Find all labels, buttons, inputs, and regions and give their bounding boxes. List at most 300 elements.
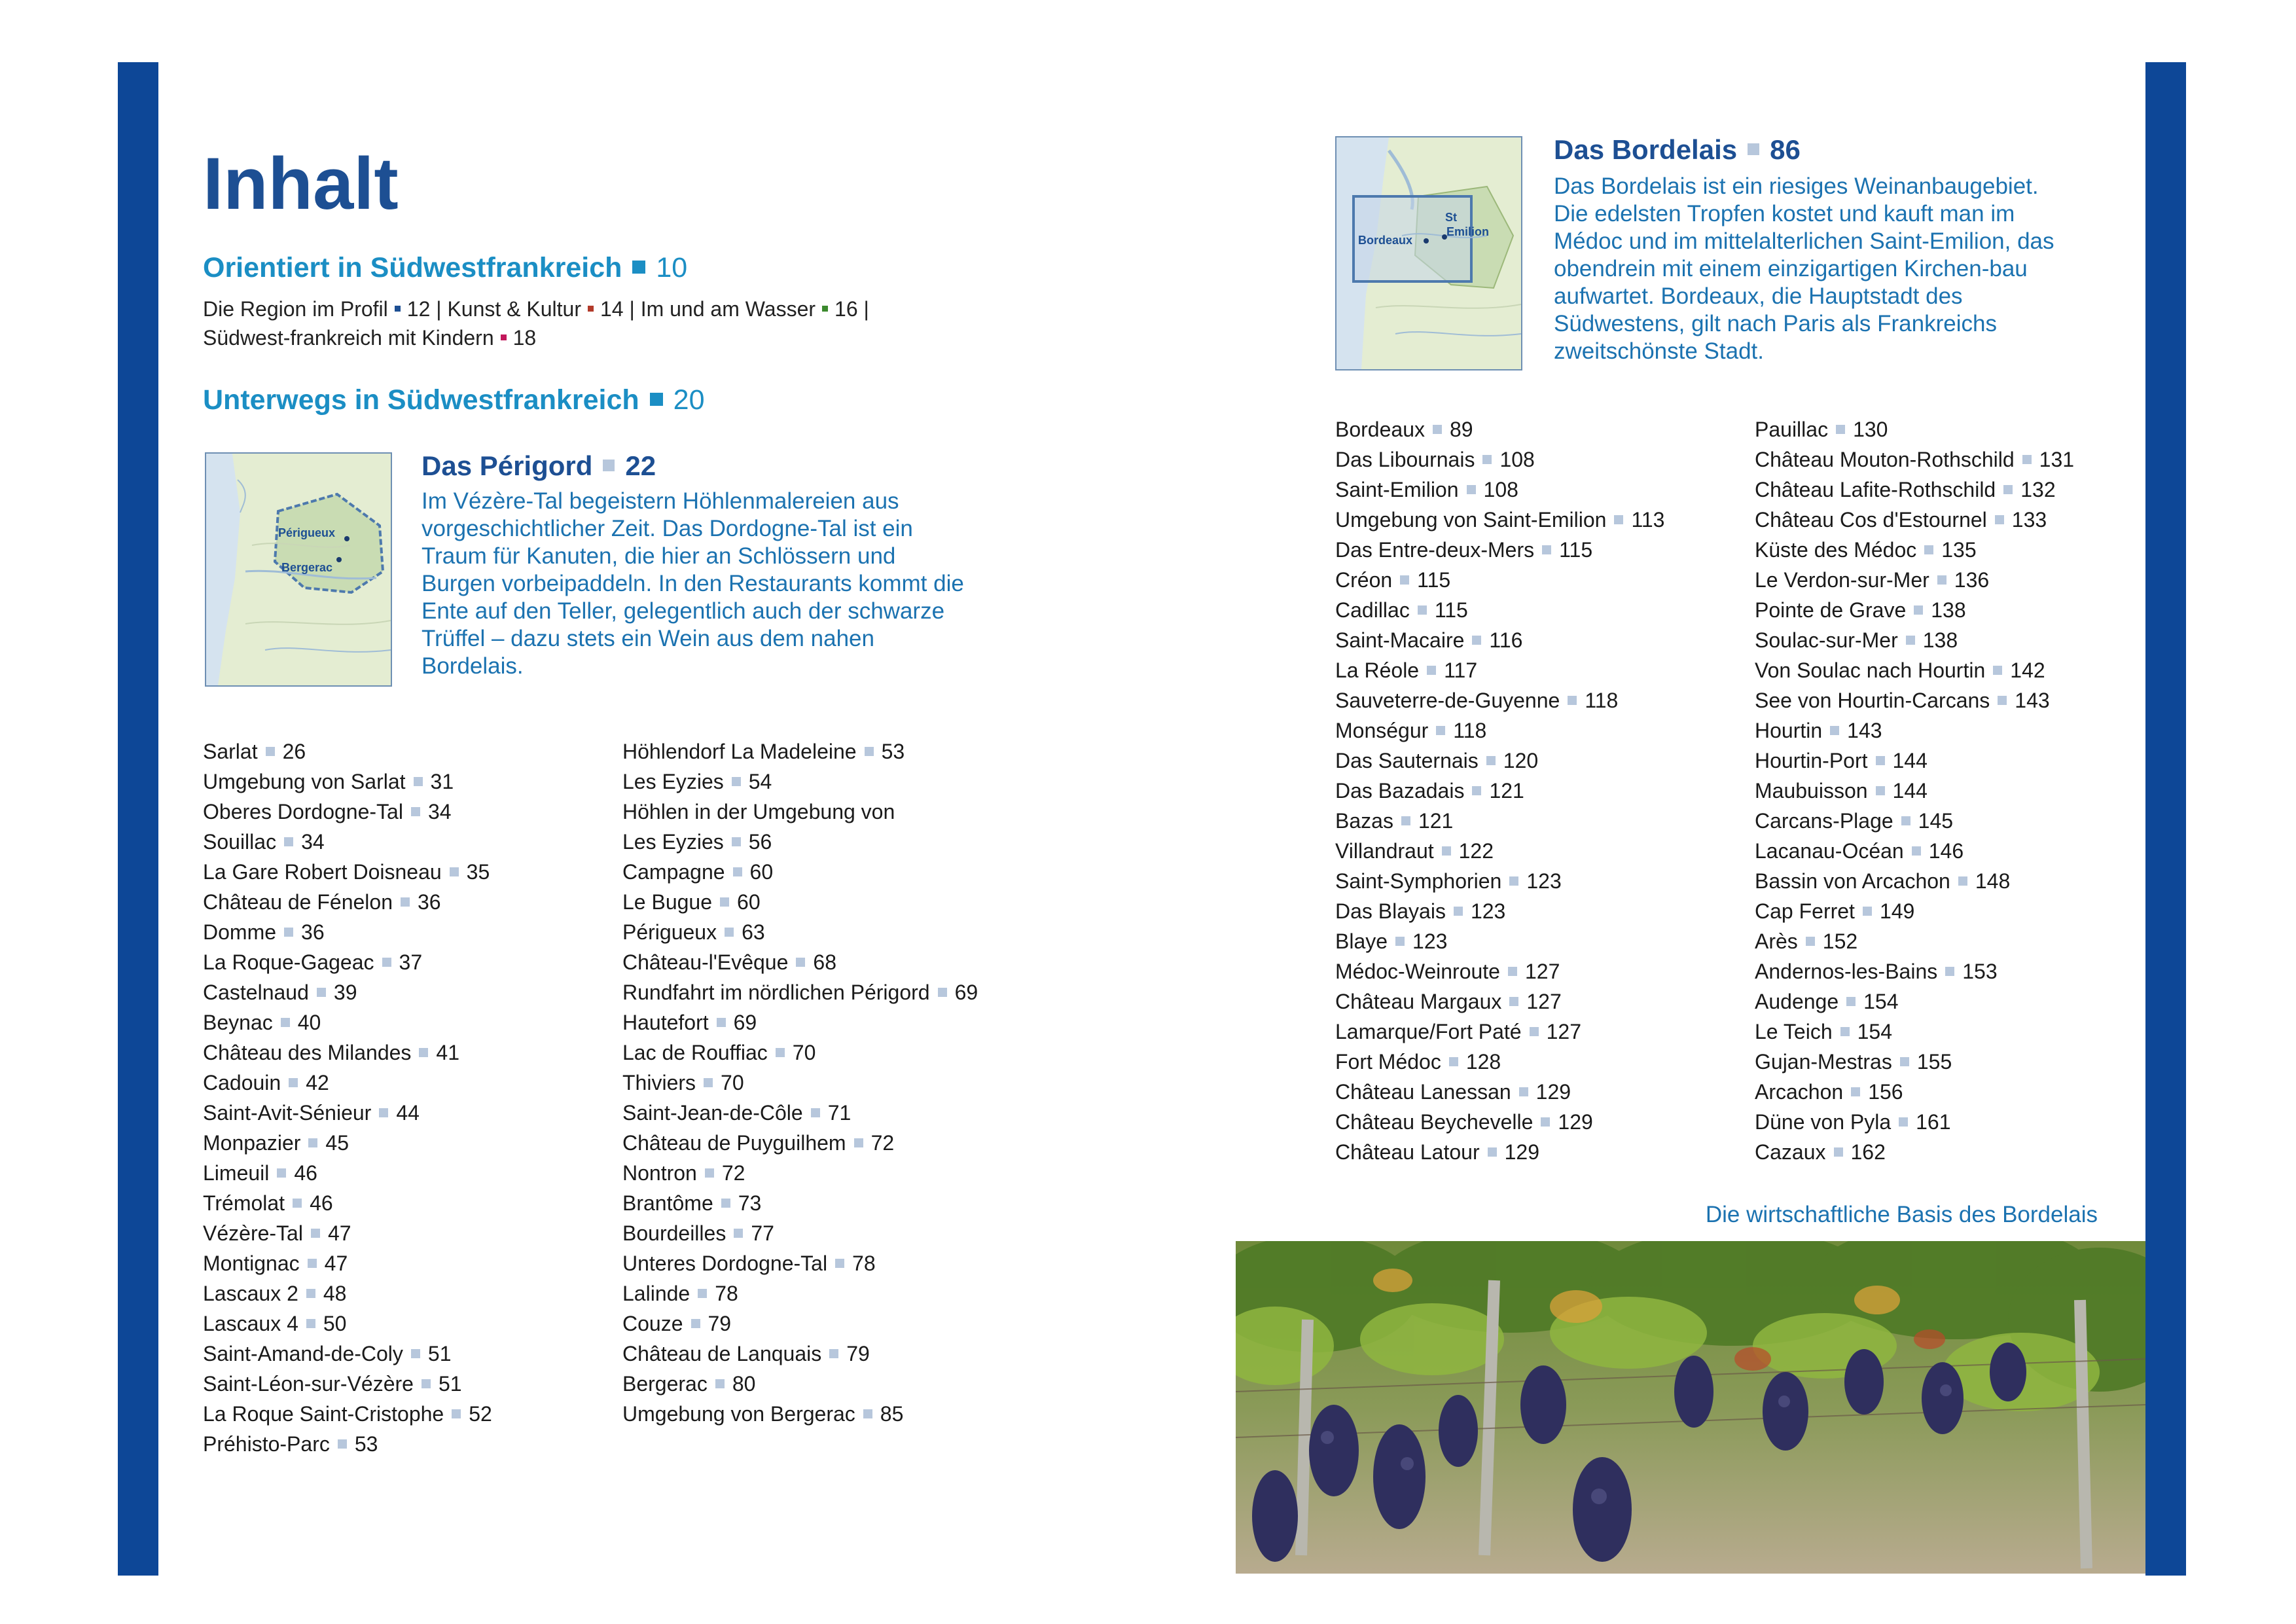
index-entry[interactable] — [622, 1158, 978, 1188]
index-entry[interactable] — [203, 947, 492, 977]
index-entry[interactable] — [1755, 505, 2074, 535]
entry-page: 52 — [469, 1402, 492, 1426]
entry-name: Hautefort — [622, 1011, 709, 1034]
bullet-square-icon — [1748, 143, 1759, 155]
bullet-square-icon — [1454, 907, 1463, 916]
index-entry[interactable] — [1755, 1047, 2074, 1077]
entry-name: Blaye — [1335, 929, 1388, 953]
subsection-page: 16 | — [834, 297, 869, 321]
entry-page: 78 — [852, 1252, 876, 1275]
index-entry[interactable] — [622, 857, 978, 887]
entry-name: Küste des Médoc — [1755, 538, 1917, 562]
bullet-square-icon — [863, 1409, 872, 1418]
region-description-bordelais: Das Bordelais ist ein riesiges Weinanbaugebiet. Die edelsten Tropfen kostet und kauft man im Médoc und im mittelalterlichen Saint-Emilion, das obendrein mit einem einzigartigen Kirchen-bau aufwartet. Bordeaux, die Hauptstadt des Südwestens, gilt nach Paris als Frankreichs zweitschönste Stadt. — [1554, 173, 2054, 364]
entry-page: 80 — [732, 1372, 756, 1396]
entry-page: 145 — [1918, 809, 1954, 833]
entry-page: 130 — [1853, 418, 1888, 441]
index-entry[interactable] — [1335, 444, 1664, 475]
entry-page: 142 — [2010, 659, 2045, 682]
entry-name: Château Margaux — [1335, 990, 1502, 1013]
entry-name: Audenge — [1755, 990, 1839, 1013]
entry-page: 35 — [466, 860, 490, 884]
entry-page: 85 — [880, 1402, 904, 1426]
entry-name: Médoc-Weinroute — [1335, 960, 1500, 983]
entry-page: 129 — [1504, 1140, 1539, 1164]
subsection-link[interactable]: Kunst & Kultur — [447, 297, 581, 321]
entry-name: Unteres Dordogne-Tal — [622, 1252, 828, 1275]
region-name: Das Bordelais — [1554, 134, 1738, 165]
bullet-square-icon — [411, 1349, 420, 1358]
entry-page: 77 — [751, 1221, 774, 1245]
bullet-square-icon — [1395, 937, 1405, 946]
index-entry[interactable] — [1335, 1047, 1664, 1077]
index-entry[interactable] — [203, 1308, 492, 1339]
entry-name: Von Soulac nach Hourtin — [1755, 659, 1986, 682]
index-entry[interactable] — [203, 1007, 492, 1038]
bullet-square-icon — [835, 1259, 844, 1268]
bullet-square-icon — [1508, 967, 1517, 976]
entry-name: Cadouin — [203, 1071, 281, 1094]
entry-page: 115 — [1559, 538, 1593, 562]
index-entry[interactable] — [622, 1128, 978, 1158]
map-label-perigueux: Périgueux — [278, 526, 336, 539]
bullet-square-icon — [1418, 605, 1427, 615]
index-entry[interactable] — [1755, 625, 2074, 655]
index-entry[interactable] — [203, 1158, 492, 1188]
bullet-square-icon — [1876, 786, 1885, 795]
index-entry[interactable] — [622, 1068, 978, 1098]
entry-name: Couze — [622, 1312, 683, 1335]
index-entry[interactable] — [1335, 565, 1664, 595]
entry-page: 156 — [1868, 1080, 1903, 1104]
entry-page: 46 — [294, 1161, 317, 1185]
subsection-link[interactable]: Im und am Wasser — [640, 297, 816, 321]
bullet-square-icon — [1401, 816, 1410, 825]
index-entry[interactable] — [203, 1369, 492, 1399]
index-entry[interactable] — [622, 1038, 978, 1068]
subsection-link[interactable]: Südwest-frankreich mit Kindern — [203, 326, 494, 350]
right-page-edge-bar — [2145, 62, 2186, 1576]
entry-name: Sauveterre-de-Guyenne — [1335, 689, 1560, 712]
bullet-square-icon — [1840, 1027, 1850, 1036]
index-entry[interactable] — [203, 1339, 492, 1369]
index-entry[interactable] — [1755, 414, 2074, 444]
bullet-square-icon — [284, 928, 293, 937]
index-entry[interactable] — [1755, 655, 2074, 685]
entry-name: Saint-Avit-Sénieur — [203, 1101, 372, 1125]
entry-name: Pointe de Grave — [1755, 598, 1907, 622]
entry-name: Das Blayais — [1335, 899, 1446, 923]
index-entry[interactable] — [1755, 926, 2074, 956]
vineyard-illustration — [1236, 1241, 2145, 1574]
entry-name: Umgebung von Sarlat — [203, 770, 406, 793]
index-entry[interactable] — [1755, 836, 2074, 866]
index-entry[interactable] — [203, 1399, 492, 1429]
index-entry[interactable] — [1755, 1137, 2074, 1167]
bullet-square-icon — [829, 1349, 838, 1358]
region-page: 22 — [625, 450, 656, 481]
vineyard-photo — [1236, 1241, 2145, 1574]
index-entry[interactable] — [1335, 746, 1664, 776]
bullet-square-icon — [732, 777, 741, 786]
index-entry[interactable] — [1755, 1107, 2074, 1137]
entry-page: 63 — [742, 920, 765, 944]
index-entry[interactable] — [1335, 1137, 1664, 1167]
photo-caption: Die wirtschaftliche Basis des Bordelais — [1705, 1202, 2098, 1227]
index-entry[interactable] — [203, 857, 492, 887]
entry-page: 60 — [737, 890, 761, 914]
index-entry[interactable] — [203, 1068, 492, 1098]
entry-page: 72 — [721, 1161, 745, 1185]
entry-name: Bassin von Arcachon — [1755, 869, 1950, 893]
index-entry[interactable] — [203, 1218, 492, 1248]
bullet-square-icon — [1530, 1027, 1539, 1036]
bullet-square-icon — [1876, 756, 1885, 765]
index-entry[interactable] — [622, 947, 978, 977]
entry-page: 118 — [1453, 719, 1487, 742]
entry-name: Saint-Amand-de-Coly — [203, 1342, 403, 1365]
entry-page: 36 — [301, 920, 325, 944]
entry-page: 132 — [2020, 478, 2056, 501]
index-entry[interactable] — [1335, 896, 1664, 926]
index-entry[interactable] — [622, 977, 978, 1007]
bullet-square-icon — [1482, 455, 1492, 464]
entry-name: Gujan-Mestras — [1755, 1050, 1892, 1074]
entry-name: Umgebung von Bergerac — [622, 1402, 855, 1426]
entry-name: Maubuisson — [1755, 779, 1868, 803]
entry-page: 79 — [846, 1342, 870, 1365]
bullet-square-icon — [1467, 485, 1476, 494]
bullet-square-icon — [733, 867, 742, 876]
index-entry[interactable] — [1755, 746, 2074, 776]
entry-page: 113 — [1631, 508, 1665, 532]
entry-name: Düne von Pyla — [1755, 1110, 1892, 1134]
index-entry[interactable] — [1335, 595, 1664, 625]
subsection-page: 18 — [512, 326, 537, 350]
profile-dot-icon — [395, 306, 401, 312]
entry-page: 136 — [1954, 568, 1990, 592]
index-entry[interactable] — [1755, 685, 2074, 715]
bullet-square-icon — [379, 1108, 388, 1117]
index-entry[interactable] — [1335, 1017, 1664, 1047]
entry-name: Cadillac — [1335, 598, 1410, 622]
entry-name: Lascaux 2 — [203, 1282, 298, 1305]
bullet-square-icon — [317, 988, 326, 997]
index-entry[interactable] — [1335, 1107, 1664, 1137]
entry-name: Castelnaud — [203, 981, 309, 1004]
index-entry[interactable] — [622, 1218, 978, 1248]
index-entry[interactable] — [203, 1098, 492, 1128]
index-entry[interactable] — [1335, 535, 1664, 565]
bullet-square-icon — [277, 1168, 286, 1178]
index-entry[interactable] — [1335, 866, 1664, 896]
bullet-square-icon — [1863, 907, 1872, 916]
entry-name: Le Bugue — [622, 890, 713, 914]
entry-name: Bordeaux — [1335, 418, 1425, 441]
index-entry[interactable] — [1335, 625, 1664, 655]
index-entry[interactable] — [1755, 475, 2074, 505]
bullet-square-icon — [691, 1319, 700, 1328]
kids-dot-icon — [501, 334, 507, 340]
index-entry[interactable] — [1755, 866, 2074, 896]
entry-page: 155 — [1916, 1050, 1952, 1074]
bullet-square-icon — [2022, 455, 2032, 464]
entry-name: La Gare Robert Doisneau — [203, 860, 442, 884]
bullet-square-icon — [865, 747, 874, 756]
entry-page: 144 — [1892, 779, 1928, 803]
index-entry[interactable] — [1335, 956, 1664, 986]
entry-page: 127 — [1526, 990, 1562, 1013]
entry-name: Höhlen in der Umgebung von — [622, 800, 895, 823]
bullet-square-icon — [1851, 1087, 1860, 1096]
index-entry[interactable] — [1335, 685, 1664, 715]
index-entry[interactable] — [1335, 475, 1664, 505]
bullet-square-icon — [2003, 485, 2013, 494]
index-entry[interactable] — [1335, 715, 1664, 746]
entry-name: Château des Milandes — [203, 1041, 412, 1064]
index-entry[interactable] — [203, 827, 492, 857]
index-entry[interactable] — [1335, 414, 1664, 444]
index-entry[interactable] — [1755, 535, 2074, 565]
entry-page: 41 — [436, 1041, 460, 1064]
index-entry[interactable] — [1755, 776, 2074, 806]
index-entry[interactable] — [622, 1248, 978, 1278]
perigord-index-col-2 — [622, 736, 978, 1429]
index-entry[interactable] — [1755, 595, 2074, 625]
perigord-index-col-1 — [203, 736, 492, 1459]
entry-page: 108 — [1483, 478, 1518, 501]
entry-name: Domme — [203, 920, 277, 944]
entry-page: 133 — [2011, 508, 2047, 532]
index-entry[interactable] — [1755, 896, 2074, 926]
entry-name: Château de Puyguilhem — [622, 1131, 846, 1155]
entry-name: Périgueux — [622, 920, 717, 944]
entry-name: Château-l'Evêque — [622, 950, 789, 974]
bullet-square-icon — [1937, 575, 1946, 585]
index-entry[interactable] — [622, 797, 978, 827]
entry-page: 135 — [1941, 538, 1977, 562]
region-name: Das Périgord — [422, 450, 593, 481]
entry-name: Trémolat — [203, 1191, 285, 1215]
entry-name: Saint-Léon-sur-Vézère — [203, 1372, 414, 1396]
bullet-square-icon — [1912, 846, 1921, 856]
section-heading-oriented[interactable] — [203, 254, 687, 282]
entry-page: 146 — [1928, 839, 1964, 863]
bullet-square-icon — [1509, 997, 1518, 1006]
index-entry[interactable] — [622, 1339, 978, 1369]
bullet-square-icon — [1519, 1087, 1528, 1096]
index-entry[interactable] — [203, 1038, 492, 1068]
index-entry[interactable] — [203, 1128, 492, 1158]
bullet-square-icon — [306, 1319, 315, 1328]
entry-page: 40 — [297, 1011, 321, 1034]
index-entry[interactable] — [203, 767, 492, 797]
bordelais-index-col-2 — [1755, 414, 2074, 1167]
entry-name: Das Libournais — [1335, 448, 1475, 471]
index-entry[interactable] — [203, 1248, 492, 1278]
bullet-square-icon — [603, 460, 615, 471]
index-entry[interactable] — [1335, 806, 1664, 836]
entry-name: Hourtin-Port — [1755, 749, 1868, 772]
bullet-square-icon — [308, 1259, 317, 1268]
bullet-square-icon — [632, 261, 645, 274]
entry-name: Château de Lanquais — [622, 1342, 822, 1365]
bullet-square-icon — [450, 867, 459, 876]
index-entry[interactable] — [1335, 926, 1664, 956]
entry-name: Fort Médoc — [1335, 1050, 1441, 1074]
perigord-region-map — [205, 452, 392, 687]
bordelais-region-map — [1335, 136, 1522, 370]
index-entry[interactable] — [1755, 1077, 2074, 1107]
entry-page: 69 — [954, 981, 978, 1004]
index-entry[interactable] — [622, 1369, 978, 1399]
bullet-square-icon — [308, 1138, 317, 1147]
bullet-square-icon — [650, 393, 663, 406]
entry-name: Campagne — [622, 860, 725, 884]
index-entry[interactable] — [1335, 776, 1664, 806]
index-entry[interactable] — [203, 736, 492, 767]
index-entry[interactable] — [622, 767, 978, 797]
entry-page: 123 — [1412, 929, 1448, 953]
bullet-square-icon — [419, 1048, 428, 1057]
bullet-square-icon — [732, 837, 741, 846]
index-entry[interactable] — [203, 1429, 492, 1459]
entry-page: 60 — [749, 860, 774, 884]
index-entry[interactable] — [203, 797, 492, 827]
entry-name: Arès — [1755, 929, 1798, 953]
index-entry[interactable] — [622, 1188, 978, 1218]
bullet-square-icon — [704, 1078, 713, 1087]
entry-name: Cazaux — [1755, 1140, 1826, 1164]
entry-page: 115 — [1434, 598, 1468, 622]
entry-page: 123 — [1526, 869, 1562, 893]
index-entry[interactable] — [1755, 715, 2074, 746]
region-heading-perigord[interactable] — [422, 450, 656, 482]
entry-name: Bourdeilles — [622, 1221, 726, 1245]
bullet-square-icon — [720, 897, 729, 907]
index-entry[interactable] — [622, 887, 978, 917]
index-entry[interactable] — [203, 917, 492, 947]
entry-name: Beynac — [203, 1011, 273, 1034]
entry-page: 37 — [399, 950, 423, 974]
index-entry[interactable] — [1335, 505, 1664, 535]
index-entry[interactable] — [203, 887, 492, 917]
bullet-square-icon — [284, 837, 293, 846]
index-entry[interactable] — [1755, 986, 2074, 1017]
entry-name: Cap Ferret — [1755, 899, 1855, 923]
entry-page: 129 — [1535, 1080, 1571, 1104]
entry-name: La Réole — [1335, 659, 1420, 682]
index-entry[interactable] — [203, 977, 492, 1007]
map-label-bergerac: Bergerac — [281, 561, 333, 574]
bullet-square-icon — [725, 928, 734, 937]
bullet-square-icon — [734, 1229, 743, 1238]
entry-page: 138 — [1931, 598, 1966, 622]
index-entry[interactable] — [622, 1007, 978, 1038]
entry-name: La Roque Saint-Cristophe — [203, 1402, 444, 1426]
bullet-square-icon — [1998, 696, 2007, 705]
bullet-square-icon — [401, 897, 410, 907]
index-entry[interactable] — [622, 1399, 978, 1429]
bullet-square-icon — [721, 1199, 730, 1208]
bullet-square-icon — [338, 1439, 347, 1449]
index-entry[interactable] — [622, 1278, 978, 1308]
entry-name: Les Eyzies — [622, 770, 724, 793]
bullet-square-icon — [1945, 967, 1954, 976]
entry-page: 34 — [427, 800, 452, 823]
index-entry[interactable] — [622, 1098, 978, 1128]
entry-page: 48 — [323, 1282, 347, 1305]
index-entry[interactable] — [622, 736, 978, 767]
index-entry[interactable] — [1755, 565, 2074, 595]
entry-name: Château Latour — [1335, 1140, 1480, 1164]
bullet-square-icon — [311, 1229, 320, 1238]
index-entry[interactable] — [1755, 1017, 2074, 1047]
index-entry[interactable] — [1335, 1077, 1664, 1107]
bullet-square-icon — [382, 958, 391, 967]
bullet-square-icon — [776, 1048, 785, 1057]
entry-page: 144 — [1892, 749, 1928, 772]
bullet-square-icon — [1400, 575, 1409, 585]
entry-page: 149 — [1879, 899, 1915, 923]
entry-name: Bazas — [1335, 809, 1393, 833]
index-entry[interactable] — [1755, 806, 2074, 836]
bullet-square-icon — [1568, 696, 1577, 705]
index-entry[interactable] — [622, 917, 978, 947]
entry-page: 116 — [1489, 628, 1523, 652]
bullet-square-icon — [1427, 666, 1436, 675]
bullet-square-icon — [1488, 1147, 1497, 1157]
entry-page: 117 — [1444, 659, 1478, 682]
bullet-square-icon — [289, 1078, 298, 1087]
entry-name: Thiviers — [622, 1071, 696, 1094]
index-entry[interactable] — [1335, 836, 1664, 866]
subsection-link[interactable]: Die Region im Profil — [203, 297, 388, 321]
index-entry[interactable] — [1335, 986, 1664, 1017]
entry-page: 31 — [430, 770, 454, 793]
region-page: 86 — [1770, 134, 1801, 165]
entry-name: Saint-Emilion — [1335, 478, 1459, 501]
section-heading-underway[interactable] — [203, 386, 705, 414]
entry-name: Château Lanessan — [1335, 1080, 1511, 1104]
bullet-square-icon — [1541, 1117, 1550, 1127]
index-entry[interactable] — [1335, 655, 1664, 685]
entry-name: La Roque-Gageac — [203, 950, 374, 974]
entry-name: Château Mouton-Rothschild — [1755, 448, 2015, 471]
index-entry[interactable] — [203, 1278, 492, 1308]
entry-page: 122 — [1458, 839, 1494, 863]
entry-page: 161 — [1916, 1110, 1951, 1134]
bullet-square-icon — [1542, 545, 1551, 554]
entry-page: 42 — [306, 1071, 329, 1094]
index-entry[interactable] — [1755, 956, 2074, 986]
bullet-square-icon — [1900, 1057, 1909, 1066]
entry-name: Soulac-sur-Mer — [1755, 628, 1898, 652]
index-entry[interactable] — [622, 1308, 978, 1339]
entry-page: 50 — [323, 1312, 347, 1335]
entry-name: Das Sauternais — [1335, 749, 1479, 772]
entry-page: 121 — [1489, 779, 1524, 803]
entry-name: Vézère-Tal — [203, 1221, 303, 1245]
region-heading-bordelais[interactable] — [1554, 134, 1801, 166]
bullet-square-icon — [1899, 1117, 1908, 1127]
entry-page: 89 — [1449, 418, 1473, 441]
bordelais-map-graphic — [1336, 137, 1521, 369]
entry-name: Das Bazadais — [1335, 779, 1465, 803]
index-entry[interactable] — [622, 827, 978, 857]
index-entry[interactable] — [1755, 444, 2074, 475]
index-entry[interactable] — [203, 1188, 492, 1218]
